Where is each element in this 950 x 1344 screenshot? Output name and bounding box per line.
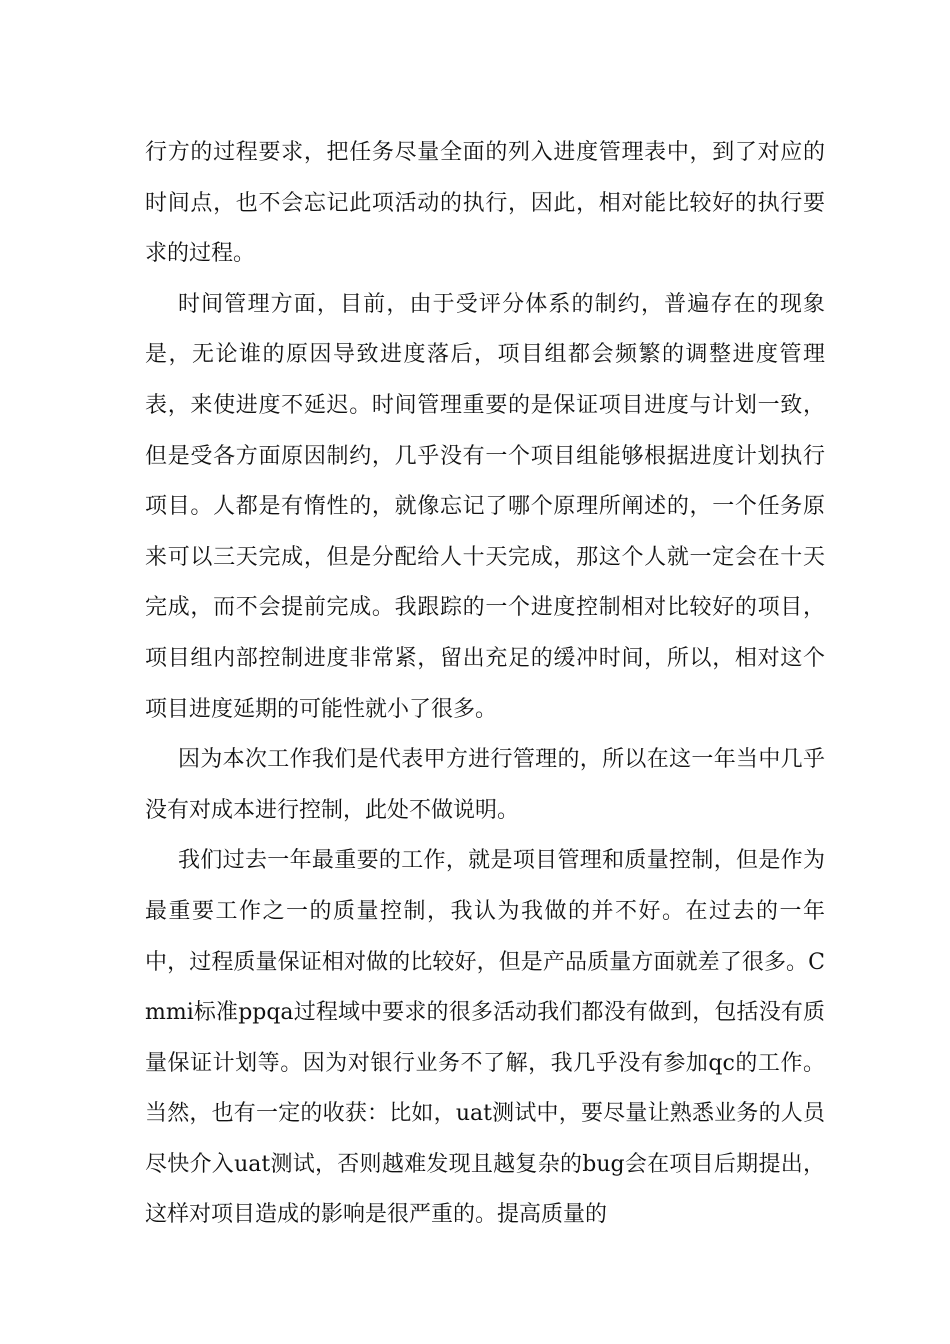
- paragraph-time-management: 时间管理方面，目前，由于受评分体系的制约，普遍存在的现象是，无论谁的原因导致进度落后，项目组都会频繁的调整进度管理表，来使进度不延迟。时间管理重要的是保证项目进度与计划一致，但是受各方面原因制约，几乎没有一个项目组能够根据进度计划执行项目。人都是有惰性的，就像忘记了哪个原理所阐述的，一个任务原来可以三天完成，但是分配给人十天完成，那这个人就一定会在十天完成，而不会提前完成。我跟踪的一个进度控制相对比较好的项目，项目组内部控制进度非常紧，留出充足的缓冲时间，所以，相对这个项目进度延期的可能性就小了很多。: [145, 291, 825, 722]
- paragraph-quality-control: 我们过去一年最重要的工作，就是项目管理和质量控制，但是作为最重要工作之一的质量控制，我认为我做的并不好。在过去的一年中，过程质量保证相对做的比较好，但是产品质量方面就差了很多。Cmmi标准ppqa过程域中要求的很多活动我们都没有做到，包括没有质量保证计划等。因为对银行业务不了解，我几乎没有参加qc的工作。当然，也有一定的收获：比如，uat测试中，要尽量让熟悉业务的人员尽快介入uat测试，否则越难发现且越复杂的bug会在项目后期提出，这样对项目造成的影响是很严重的。提高质量的: [145, 848, 825, 1228]
- paragraph-continuation: 行方的过程要求，把任务尽量全面的列入进度管理表中，到了对应的时间点，也不会忘记此项活动的执行，因此，相对能比较好的执行要求的过程。: [145, 140, 825, 267]
- paragraph-cost-control: 因为本次工作我们是代表甲方进行管理的，所以在这一年当中几乎没有对成本进行控制，此处不做说明。: [145, 747, 825, 823]
- document-body: [145, 128, 825, 1241]
